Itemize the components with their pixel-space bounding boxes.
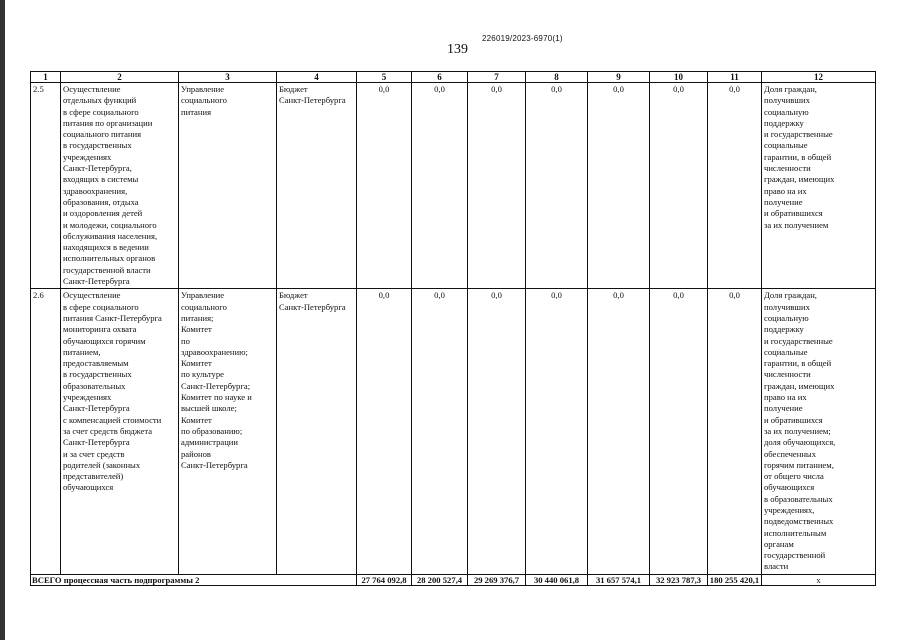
executor: Управление социального питания; Комитет по здравоохранению; Комитет по культуре Санкт-Петербурга; Комитет по науке и высшей школе; Комитет по образованию; администрации районов Санкт-Петербурга: [179, 289, 277, 574]
activity-name: Осуществление в сфере социального питания Санкт-Петербурга мониторинга охвата обучающихся горячим питанием, предоставляемым в государственных образовательных учреждениях Санкт-Петербурга с компенсацией стоимости за счет средств бюджета Санкт-Петербурга и за счет средств родителей (законных представителей) обучающихся: [61, 289, 179, 574]
col-header: 9: [588, 72, 650, 83]
row-number: 2.6: [31, 289, 61, 574]
program-table: [30, 71, 876, 586]
row-number: 2.5: [31, 83, 61, 289]
col-header: 3: [179, 72, 277, 83]
funding-source: Бюджет Санкт-Петербурга: [277, 289, 357, 574]
value-cell: 0,0: [412, 83, 468, 289]
col-header: 1: [31, 72, 61, 83]
value-cell: 0,0: [357, 289, 412, 574]
header-row: [31, 72, 876, 83]
col-header: 5: [357, 72, 412, 83]
col-header: 8: [526, 72, 588, 83]
col-header: 11: [708, 72, 762, 83]
value-cell: 0,0: [526, 83, 588, 289]
col-header: 12: [762, 72, 876, 83]
table-row: [31, 289, 876, 574]
page-number: 139: [447, 42, 468, 57]
total-value: 27 764 092,8: [357, 574, 412, 585]
col-header: 2: [61, 72, 179, 83]
total-label: ВСЕГО процессная часть подпрограммы 2: [31, 574, 357, 585]
col-header: 4: [277, 72, 357, 83]
col-header: 6: [412, 72, 468, 83]
value-cell: 0,0: [588, 289, 650, 574]
col-header: 7: [468, 72, 526, 83]
activity-name: Осуществление отдельных функций в сфере социального питания по организации социального питания в государственных учреждениях Санкт-Петербурга, входящих в системы здравоохранения, образования, отдыха и оздоровления детей и молодежи, социального обслуживания населения, находящихся в ведении исполнительных органов государственной власти Санкт-Петербурга: [61, 83, 179, 289]
indicator: Доля граждан, получивших социальную поддержку и государственные социальные гарантии, в общей численности граждан, имеющих право на их получение и обратившихся за их получением; доля обучающихся, обеспеченных горячим питанием, от общего числа обучающихся в образовательных учреждениях, подведомственных исполнительным органам государственной власти: [762, 289, 876, 574]
scan-edge: [0, 0, 5, 640]
total-value: 180 255 420,1: [708, 574, 762, 585]
value-cell: 0,0: [526, 289, 588, 574]
value-cell: 0,0: [588, 83, 650, 289]
value-cell: 0,0: [357, 83, 412, 289]
value-cell: 0,0: [412, 289, 468, 574]
document-number: 226019/2023-6970(1): [482, 34, 563, 43]
value-cell: 0,0: [708, 83, 762, 289]
total-value: 31 657 574,1: [588, 574, 650, 585]
col-header: 10: [650, 72, 708, 83]
total-value: 30 440 061,8: [526, 574, 588, 585]
indicator: Доля граждан, получивших социальную поддержку и государственные социальные гарантии, в общей численности граждан, имеющих право на их получение и обратившихся за их получением: [762, 83, 876, 289]
total-value: 28 200 527,4: [412, 574, 468, 585]
value-cell: 0,0: [708, 289, 762, 574]
total-value: 29 269 376,7: [468, 574, 526, 585]
funding-source: Бюджет Санкт-Петербурга: [277, 83, 357, 289]
value-cell: 0,0: [468, 289, 526, 574]
value-cell: 0,0: [468, 83, 526, 289]
value-cell: 0,0: [650, 83, 708, 289]
total-value: 32 923 787,3: [650, 574, 708, 585]
total-indicator: х: [762, 574, 876, 585]
total-row: [31, 574, 876, 585]
table-row: [31, 83, 876, 289]
value-cell: 0,0: [650, 289, 708, 574]
executor: Управление социального питания: [179, 83, 277, 289]
